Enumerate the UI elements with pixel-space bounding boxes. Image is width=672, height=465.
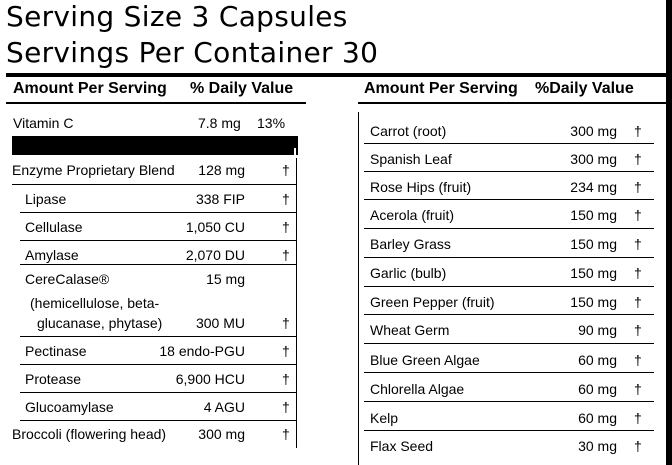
- right-ingredient-amount: 90 mg: [578, 322, 617, 338]
- left-row-separator: [20, 336, 296, 337]
- right-ingredient-dv: †: [634, 322, 642, 338]
- bar-notch: [294, 148, 296, 156]
- left-header-rule: [6, 102, 306, 104]
- left-ingredient-amount: 338 FIP: [195, 191, 245, 207]
- left-ingredient-amount: 15 mg: [206, 271, 245, 287]
- left-ingredient-amount: 1,050 CU: [185, 219, 245, 235]
- thick-divider-bar: [12, 136, 298, 155]
- left-row-separator: [20, 264, 296, 265]
- left-ingredient-name: Enzyme Proprietary Blend: [12, 162, 175, 178]
- left-row-separator: [20, 392, 296, 393]
- right-ingredient-amount: 150 mg: [570, 265, 617, 281]
- left-ingredient-amount: 2,070 DU: [185, 247, 245, 263]
- right-row-separator: [364, 372, 654, 373]
- right-row-separator: [364, 171, 654, 172]
- header-thick-rule: [6, 73, 666, 77]
- right-ingredient-dv: †: [634, 438, 642, 454]
- right-ingredient-amount: 60 mg: [578, 410, 617, 426]
- right-col-amount-header: Amount Per Serving: [364, 80, 518, 97]
- right-row-separator: [364, 343, 654, 344]
- left-ingredient-dv: †: [282, 426, 290, 442]
- left-ingredient-name: Broccoli (flowering head): [12, 426, 167, 442]
- right-ingredient-dv: †: [634, 207, 642, 223]
- right-ingredient-dv: †: [634, 352, 642, 368]
- left-ingredient-amount: 128 mg: [198, 162, 245, 178]
- left-row-separator: [20, 364, 296, 365]
- right-ingredient-name: Carrot (root): [370, 123, 447, 139]
- left-ingredient-name: Lipase: [25, 191, 67, 207]
- left-ingredient-amount: 4 AGU: [203, 399, 245, 415]
- left-ingredient-name: (hemicellulose, beta-: [30, 295, 160, 311]
- servings-per-container-title: Servings Per Container 30: [6, 36, 379, 69]
- right-row-separator: [364, 143, 654, 144]
- right-col-dv-header: %Daily Value: [535, 80, 634, 97]
- left-row-separator: [20, 420, 296, 421]
- left-ingredient-amount: 6,900 HCU: [175, 371, 245, 387]
- right-ingredient-dv: †: [634, 179, 642, 195]
- left-table-right-edge: [296, 158, 297, 448]
- left-row-separator: [12, 184, 296, 185]
- left-ingredient-name: Pectinase: [25, 343, 87, 359]
- left-ingredient-amount: 300 MU: [195, 315, 245, 331]
- right-ingredient-dv: †: [634, 294, 642, 310]
- left-ingredient-name: Cellulase: [25, 219, 83, 235]
- left-ingredient-amount: 300 mg: [198, 426, 245, 442]
- left-ingredient-dv: †: [282, 371, 290, 387]
- left-ingredient-name: Glucoamylase: [25, 399, 114, 415]
- right-row-separator: [364, 401, 654, 402]
- left-ingredient-dv: †: [282, 219, 290, 235]
- right-ingredient-name: Green Pepper (fruit): [370, 294, 495, 310]
- left-ingredient-dv: †: [282, 315, 290, 331]
- right-row-separator: [364, 199, 654, 200]
- left-ingredient-dv: †: [282, 247, 290, 263]
- right-ingredient-name: Flax Seed: [370, 438, 434, 454]
- right-ingredient-name: Wheat Germ: [370, 322, 450, 338]
- right-row-separator: [364, 430, 654, 431]
- vitamin-c-name: Vitamin C: [13, 115, 74, 131]
- right-ingredient-name: Chlorella Algae: [370, 381, 465, 397]
- right-ingredient-name: Acerola (fruit): [370, 207, 455, 223]
- left-ingredient-dv: †: [282, 162, 290, 178]
- right-ingredient-name: Garlic (bulb): [370, 265, 447, 281]
- right-header-rule: [358, 102, 666, 104]
- left-ingredient-dv: †: [282, 399, 290, 415]
- right-ingredient-name: Spanish Leaf: [370, 151, 452, 167]
- right-ingredient-amount: 60 mg: [578, 352, 617, 368]
- right-ingredient-amount: 60 mg: [578, 381, 617, 397]
- left-ingredient-name: CereCalase®: [25, 271, 110, 287]
- right-ingredient-dv: †: [634, 410, 642, 426]
- right-ingredient-amount: 234 mg: [570, 179, 617, 195]
- serving-size-title: Serving Size 3 Capsules: [6, 0, 348, 33]
- right-ingredient-dv: †: [634, 381, 642, 397]
- right-row-separator: [364, 228, 654, 229]
- left-ingredient-name: Protease: [25, 371, 82, 387]
- right-ingredient-name: Kelp: [370, 410, 399, 426]
- left-ingredient-dv: †: [282, 191, 290, 207]
- right-table-left-edge: [358, 112, 359, 465]
- right-ingredient-dv: †: [634, 123, 642, 139]
- right-ingredient-dv: †: [634, 236, 642, 252]
- left-ingredient-name: Amylase: [25, 247, 79, 263]
- right-row-separator: [364, 257, 654, 258]
- right-edge-border: [666, 0, 672, 465]
- right-ingredient-dv: †: [634, 265, 642, 281]
- right-ingredient-name: Barley Grass: [370, 236, 451, 252]
- right-ingredient-amount: 300 mg: [570, 151, 617, 167]
- right-ingredient-name: Rose Hips (fruit): [370, 179, 472, 195]
- left-row-separator: [20, 212, 296, 213]
- right-row-separator: [364, 314, 654, 315]
- right-row-separator: [364, 286, 654, 287]
- left-col-amount-header: Amount Per Serving: [13, 80, 167, 97]
- left-ingredient-amount: 18 endo-PGU: [159, 343, 245, 359]
- left-col-dv-header: % Daily Value: [190, 80, 294, 97]
- right-ingredient-dv: †: [634, 151, 642, 167]
- vitamin-c-amount: 7.8 mg: [198, 115, 241, 131]
- right-ingredient-amount: 300 mg: [570, 123, 617, 139]
- right-ingredient-amount: 150 mg: [570, 294, 617, 310]
- vitamin-c-dv: 13%: [257, 115, 286, 131]
- left-row-separator: [20, 240, 296, 241]
- right-ingredient-amount: 30 mg: [578, 438, 617, 454]
- right-ingredient-amount: 150 mg: [570, 236, 617, 252]
- left-ingredient-dv: †: [282, 343, 290, 359]
- right-ingredient-amount: 150 mg: [570, 207, 617, 223]
- left-ingredient-name: glucanase, phytase): [37, 315, 163, 331]
- right-ingredient-name: Blue Green Algae: [370, 352, 480, 368]
